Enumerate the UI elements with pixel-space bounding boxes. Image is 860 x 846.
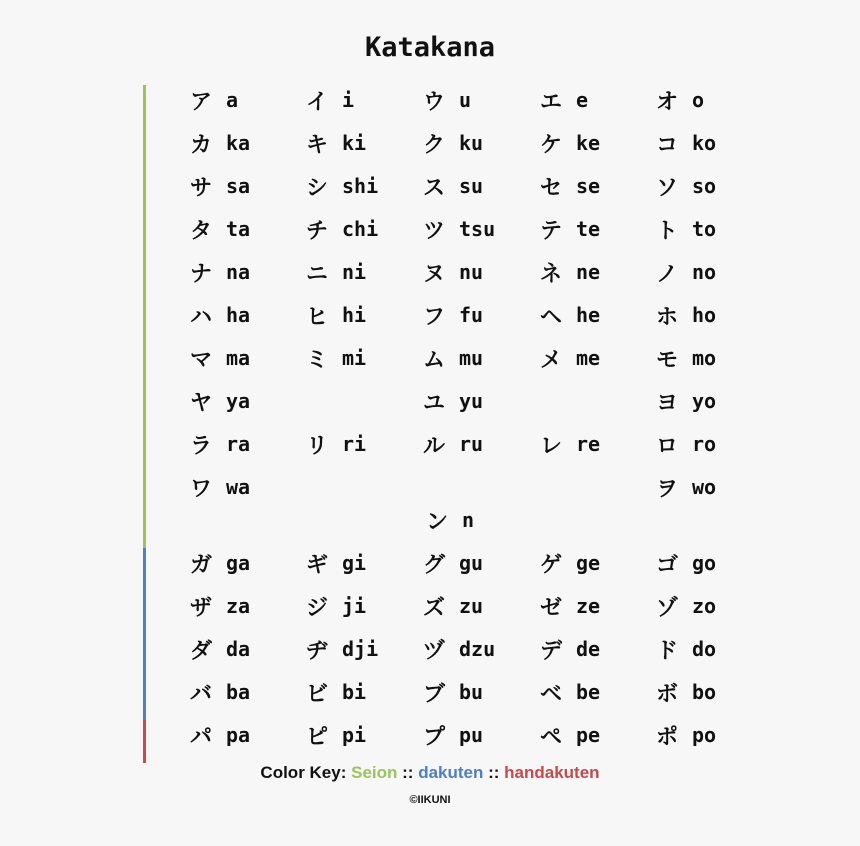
romaji: to xyxy=(692,217,717,241)
romaji: pi xyxy=(342,723,367,747)
kana-row xyxy=(0,634,860,664)
kana-cell xyxy=(540,214,630,244)
romaji: nu xyxy=(459,260,484,284)
romaji: ta xyxy=(226,217,251,241)
katakana-char: ン xyxy=(426,509,449,535)
katakana-char: セ xyxy=(540,175,563,201)
romaji: wa xyxy=(226,475,251,499)
kana-cell xyxy=(190,214,280,244)
kana-cell xyxy=(656,548,746,578)
katakana-char: パ xyxy=(190,724,213,750)
romaji: ru xyxy=(459,432,484,456)
kana-cell xyxy=(190,171,280,201)
katakana-char: エ xyxy=(540,89,563,115)
katakana-char: ピ xyxy=(306,724,329,750)
romaji: de xyxy=(576,637,601,661)
katakana-char: ヂ xyxy=(306,638,329,664)
kana-cell xyxy=(540,171,630,201)
katakana-char: ゲ xyxy=(540,552,563,578)
color-key xyxy=(0,763,860,783)
kana-cell xyxy=(190,343,280,373)
kana-cell xyxy=(656,214,746,244)
kana-cell xyxy=(190,386,280,416)
katakana-char: ツ xyxy=(423,218,446,244)
romaji: he xyxy=(576,303,601,327)
katakana-char: ニ xyxy=(306,261,329,287)
katakana-char: ホ xyxy=(656,304,679,330)
kana-cell xyxy=(190,128,280,158)
kana-cell xyxy=(423,634,513,664)
katakana-char: ペ xyxy=(540,724,563,750)
color-key-separator: :: xyxy=(397,763,419,782)
romaji: za xyxy=(226,594,251,618)
katakana-char: ラ xyxy=(190,433,213,459)
kana-row-n xyxy=(0,505,860,535)
katakana-char: ヤ xyxy=(190,390,213,416)
katakana-char: ト xyxy=(656,218,679,244)
kana-cell xyxy=(306,677,396,707)
romaji: chi xyxy=(342,217,379,241)
katakana-char: ズ xyxy=(423,595,446,621)
kana-cell xyxy=(423,677,513,707)
romaji: o xyxy=(692,88,705,112)
kana-cell xyxy=(656,386,746,416)
romaji: mu xyxy=(459,346,484,370)
katakana-char: ジ xyxy=(306,595,329,621)
romaji: te xyxy=(576,217,601,241)
katakana-char: ベ xyxy=(540,681,563,707)
romaji: bu xyxy=(459,680,484,704)
katakana-char: モ xyxy=(656,347,679,373)
kana-cell xyxy=(423,171,513,201)
katakana-char: コ xyxy=(656,132,679,158)
romaji: ne xyxy=(576,260,601,284)
kana-row xyxy=(0,429,860,459)
kana-cell xyxy=(423,343,513,373)
katakana-char: ギ xyxy=(306,552,329,578)
kana-cell xyxy=(656,720,746,750)
kana-cell xyxy=(190,429,280,459)
kana-cell xyxy=(423,257,513,287)
romaji: pe xyxy=(576,723,601,747)
romaji: gi xyxy=(342,551,367,575)
kana-cell xyxy=(306,429,396,459)
romaji: mo xyxy=(692,346,717,370)
kana-cell xyxy=(423,128,513,158)
kana-cell xyxy=(423,548,513,578)
katakana-char: イ xyxy=(306,89,329,115)
kana-cell xyxy=(190,720,280,750)
kana-cell xyxy=(656,343,746,373)
katakana-char: ボ xyxy=(656,681,679,707)
romaji: re xyxy=(576,432,601,456)
color-key-seion: Seion xyxy=(351,763,398,782)
kana-cell xyxy=(306,343,396,373)
katakana-char: ハ xyxy=(190,304,213,330)
katakana-char: ガ xyxy=(190,552,213,578)
kana-cell xyxy=(306,171,396,201)
romaji: ni xyxy=(342,260,367,284)
katakana-char: ル xyxy=(423,433,446,459)
romaji: be xyxy=(576,680,601,704)
kana-cell xyxy=(306,591,396,621)
katakana-char: ワ xyxy=(190,476,213,502)
color-key-handakuten: handakuten xyxy=(504,763,600,782)
katakana-char: ゾ xyxy=(656,595,679,621)
kana-cell xyxy=(190,634,280,664)
katakana-char: ヒ xyxy=(306,304,329,330)
kana-row xyxy=(0,720,860,750)
kana-cell xyxy=(656,171,746,201)
kana-cell xyxy=(540,634,630,664)
kana-cell xyxy=(423,386,513,416)
kana-cell xyxy=(540,720,630,750)
katakana-char: ヌ xyxy=(423,261,446,287)
romaji: po xyxy=(692,723,717,747)
katakana-char: ゴ xyxy=(656,552,679,578)
romaji: wo xyxy=(692,475,717,499)
katakana-char: ヅ xyxy=(423,638,446,664)
kana-row xyxy=(0,300,860,330)
katakana-char: ダ xyxy=(190,638,213,664)
kana-row xyxy=(0,386,860,416)
kana-cell xyxy=(540,591,630,621)
kana-row xyxy=(0,677,860,707)
romaji: ri xyxy=(342,432,367,456)
katakana-char: ゼ xyxy=(540,595,563,621)
romaji: ma xyxy=(226,346,251,370)
romaji: bo xyxy=(692,680,717,704)
romaji: da xyxy=(226,637,251,661)
katakana-char: ポ xyxy=(656,724,679,750)
katakana-char: ソ xyxy=(656,175,679,201)
romaji: so xyxy=(692,174,717,198)
romaji: na xyxy=(226,260,251,284)
romaji: ge xyxy=(576,551,601,575)
romaji: pu xyxy=(459,723,484,747)
katakana-char: フ xyxy=(423,304,446,330)
katakana-char: ミ xyxy=(306,347,329,373)
kana-cell xyxy=(306,634,396,664)
romaji: bi xyxy=(342,680,367,704)
kana-row xyxy=(0,171,860,201)
katakana-char: ユ xyxy=(423,390,446,416)
romaji: ho xyxy=(692,303,717,327)
kana-cell xyxy=(656,472,746,502)
kana-cell xyxy=(423,85,513,115)
katakana-char: ス xyxy=(423,175,446,201)
katakana-char: キ xyxy=(306,132,329,158)
kana-row xyxy=(0,257,860,287)
kana-row xyxy=(0,214,860,244)
page-title: Katakana xyxy=(364,32,496,63)
romaji: yo xyxy=(692,389,717,413)
kana-cell xyxy=(656,429,746,459)
katakana-char: タ xyxy=(190,218,213,244)
kana-cell xyxy=(423,720,513,750)
romaji: do xyxy=(692,637,717,661)
katakana-char: ド xyxy=(656,638,679,664)
romaji: ka xyxy=(226,131,251,155)
kana-cell xyxy=(306,214,396,244)
kana-cell xyxy=(306,548,396,578)
romaji: ba xyxy=(226,680,251,704)
romaji: zu xyxy=(459,594,484,618)
katakana-char: ヘ xyxy=(540,304,563,330)
kana-cell xyxy=(540,257,630,287)
kana-cell xyxy=(306,85,396,115)
katakana-char: ム xyxy=(423,347,446,373)
katakana-char: サ xyxy=(190,175,213,201)
kana-cell xyxy=(306,128,396,158)
katakana-char: デ xyxy=(540,638,563,664)
romaji: shi xyxy=(342,174,379,198)
romaji: dzu xyxy=(459,637,496,661)
kana-cell xyxy=(656,128,746,158)
kana-row xyxy=(0,472,860,502)
romaji: e xyxy=(576,88,589,112)
kana-cell xyxy=(656,591,746,621)
katakana-char: ロ xyxy=(656,433,679,459)
katakana-char: ク xyxy=(423,132,446,158)
kana-row xyxy=(0,591,860,621)
copyright: ©IIKUNI xyxy=(409,794,451,806)
romaji: a xyxy=(226,88,239,112)
romaji: ku xyxy=(459,131,484,155)
katakana-char: ウ xyxy=(423,89,446,115)
katakana-char: チ xyxy=(306,218,329,244)
katakana-char: リ xyxy=(306,433,329,459)
romaji: fu xyxy=(459,303,484,327)
romaji: ya xyxy=(226,389,251,413)
romaji: ra xyxy=(226,432,251,456)
color-key-label: Color Key: xyxy=(260,763,352,782)
katakana-char: ビ xyxy=(306,681,329,707)
katakana-char: プ xyxy=(423,724,446,750)
katakana-char: ケ xyxy=(540,132,563,158)
kana-cell xyxy=(190,300,280,330)
kana-row xyxy=(0,85,860,115)
kana-cell xyxy=(423,214,513,244)
kana-cell xyxy=(306,257,396,287)
romaji: u xyxy=(459,88,472,112)
katakana-char: ブ xyxy=(423,681,446,707)
katakana-char: ネ xyxy=(540,261,563,287)
romaji: yu xyxy=(459,389,484,413)
romaji: ji xyxy=(342,594,367,618)
kana-row xyxy=(0,128,860,158)
kana-row xyxy=(0,343,860,373)
katakana-char: カ xyxy=(190,132,213,158)
kana-cell xyxy=(540,343,630,373)
katakana-char: ナ xyxy=(190,261,213,287)
katakana-char: ザ xyxy=(190,595,213,621)
romaji: i xyxy=(342,88,355,112)
katakana-char: メ xyxy=(540,347,563,373)
katakana-char: ヲ xyxy=(656,476,679,502)
katakana-char: シ xyxy=(306,175,329,201)
kana-cell xyxy=(540,128,630,158)
kana-cell xyxy=(423,591,513,621)
romaji: ro xyxy=(692,432,717,456)
romaji: mi xyxy=(342,346,367,370)
romaji: dji xyxy=(342,637,379,661)
kana-cell xyxy=(540,677,630,707)
katakana-char: レ xyxy=(540,433,563,459)
kana-cell xyxy=(656,634,746,664)
romaji: se xyxy=(576,174,601,198)
kana-cell xyxy=(190,85,280,115)
kana-cell xyxy=(190,677,280,707)
romaji: hi xyxy=(342,303,367,327)
romaji: me xyxy=(576,346,601,370)
kana-cell xyxy=(656,677,746,707)
kana-cell xyxy=(306,300,396,330)
romaji: zo xyxy=(692,594,717,618)
romaji: pa xyxy=(226,723,251,747)
color-key-dakuten: dakuten xyxy=(418,763,484,782)
kana-cell xyxy=(540,85,630,115)
kana-cell xyxy=(190,472,280,502)
kana-cell xyxy=(423,429,513,459)
kana-cell xyxy=(190,257,280,287)
katakana-char: オ xyxy=(656,89,679,115)
kana-cell xyxy=(306,720,396,750)
romaji: n xyxy=(462,508,475,532)
katakana-char: ア xyxy=(190,89,213,115)
katakana-char: テ xyxy=(540,218,563,244)
kana-cell xyxy=(540,548,630,578)
katakana-char: マ xyxy=(190,347,213,373)
kana-cell xyxy=(540,429,630,459)
romaji: go xyxy=(692,551,717,575)
kana-cell xyxy=(540,300,630,330)
romaji: sa xyxy=(226,174,251,198)
romaji: gu xyxy=(459,551,484,575)
romaji: no xyxy=(692,260,717,284)
katakana-char: ノ xyxy=(656,261,679,287)
katakana-char: ヨ xyxy=(656,390,679,416)
katakana-char: バ xyxy=(190,681,213,707)
katakana-char: グ xyxy=(423,552,446,578)
romaji: tsu xyxy=(459,217,496,241)
kana-cell xyxy=(656,85,746,115)
kana-cell xyxy=(423,300,513,330)
color-key-separator: :: xyxy=(483,763,505,782)
kana-cell-n xyxy=(426,505,516,535)
kana-cell xyxy=(190,591,280,621)
kana-row xyxy=(0,548,860,578)
romaji: ko xyxy=(692,131,717,155)
romaji: ki xyxy=(342,131,367,155)
romaji: ke xyxy=(576,131,601,155)
romaji: ze xyxy=(576,594,601,618)
kana-cell xyxy=(656,257,746,287)
romaji: su xyxy=(459,174,484,198)
kana-cell xyxy=(190,548,280,578)
romaji: ga xyxy=(226,551,251,575)
kana-cell xyxy=(656,300,746,330)
romaji: ha xyxy=(226,303,251,327)
